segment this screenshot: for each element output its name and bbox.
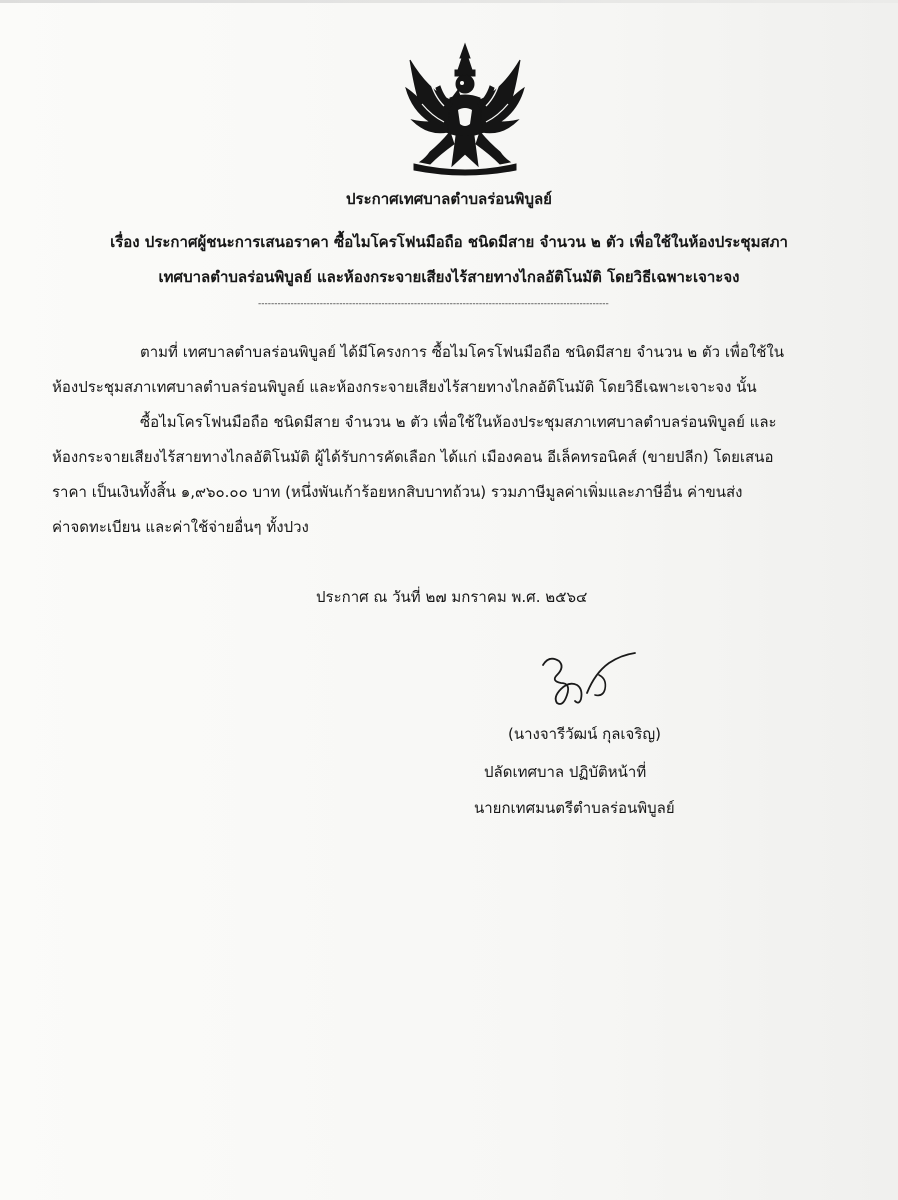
body-line-2: ห้องประชุมสภาเทศบาลตำบลร่อนพิบูลย์ และห้องกระจายเสียงไร้สายทางไกลอัติโนมัติ โดยวิธีเฉพาะเจาะจง นั้น: [52, 378, 757, 396]
page-edge-shadow: [0, 0, 898, 3]
body-line-5: ราคา เป็นเงินทั้งสิ้น ๑,๙๖๐.๐๐ บาท (หนึ่งพันเก้าร้อยหกสิบบาทถ้วน) รวมภาษีมูลค่าเพิ่มและภาษีอื่น ค่าขนส่ง: [52, 483, 743, 501]
body-line-6: ค่าจดทะเบียน และค่าใช้จ่ายอื่นๆ ทั้งปวง: [52, 518, 309, 536]
signatory-position-2: นายกเทศมนตรีตำบลร่อนพิบูลย์: [474, 799, 675, 817]
garuda-emblem-icon: [400, 40, 530, 180]
body-line-4: ห้องกระจายเสียงไร้สายทางไกลอัติโนมัติ ผู้ได้รับการคัดเลือก ได้แก่ เมืองคอน อีเล็คทรอนิคส์ (ขายปลีก) โดยเสนอ: [52, 448, 774, 466]
signatory-name: (นางจารีวัฒน์ กุลเจริญ): [508, 725, 661, 743]
signatory-position-1: ปลัดเทศบาล ปฏิบัติหน้าที่: [484, 763, 647, 781]
divider-line: ------------------------------------------------------------------------------------------------------------: [258, 300, 609, 309]
body-line-3: ซื้อไมโครโฟนมือถือ ชนิดมีสาย จำนวน ๒ ตัว เพื่อใช้ในห้องประชุมสภาเทศบาลตำบลร่อนพิบูลย์ และ: [140, 413, 777, 431]
announcement-date: ประกาศ ณ วันที่ ๒๗ มกราคม พ.ศ. ๒๕๖๔: [316, 588, 588, 606]
document-title: ประกาศเทศบาลตำบลร่อนพิบูลย์: [346, 190, 552, 208]
subject-line-1: เรื่อง ประกาศผู้ชนะการเสนอราคา ซื้อไมโครโฟนมือถือ ชนิดมีสาย จำนวน ๒ ตัว เพื่อใช้ในห้องประชุมสภา: [110, 233, 788, 251]
subject-line-2: เทศบาลตำบลร่อนพิบูลย์ และห้องกระจายเสียงไร้สายทางไกลอัติโนมัติ โดยวิธีเฉพาะเจาะจง: [158, 268, 740, 286]
handwritten-signature-icon: [535, 645, 645, 715]
body-line-1: ตามที่ เทศบาลตำบลร่อนพิบูลย์ ได้มีโครงการ ซื้อไมโครโฟนมือถือ ชนิดมีสาย จำนวน ๒ ตัว เพื่อใช้ใน: [140, 343, 784, 361]
